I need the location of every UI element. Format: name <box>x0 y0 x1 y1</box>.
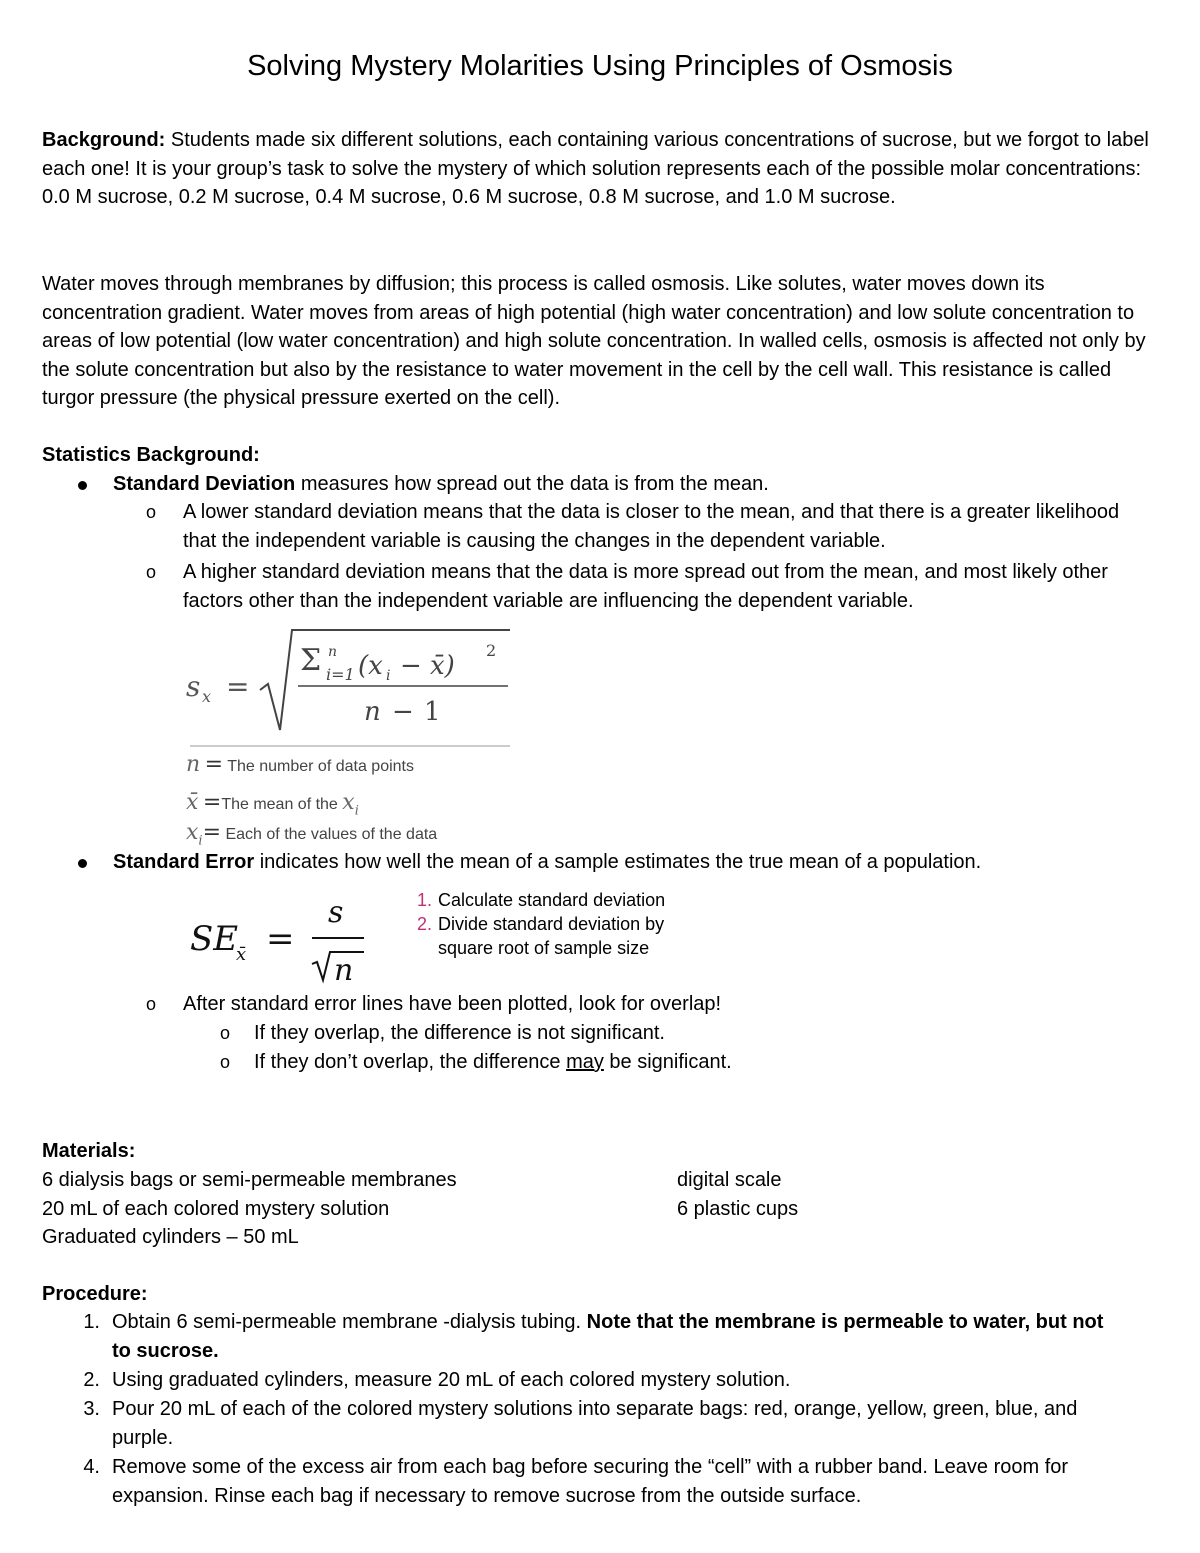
se-term: Standard Error <box>113 851 255 873</box>
procedure-step: 3. Pour 20 mL of each of the colored mystery solutions into separate bags: red, orange, yellow, green, blue, and purple. <box>83 1398 1078 1449</box>
svg-text:Σ: Σ <box>300 643 322 678</box>
legend-n-text: The number of data points <box>227 758 414 775</box>
sd-sub-bullet-lower <box>146 498 1126 558</box>
underlined-may: may <box>566 1051 604 1073</box>
sd-sub-bullet-higher <box>146 558 1146 618</box>
circle-bullet-icon: o <box>146 994 157 1014</box>
svg-text:=: = <box>266 919 295 959</box>
legend-n: n = The number of data points <box>186 752 414 777</box>
se-steps <box>400 888 665 960</box>
se-subsub1-text: If they overlap, the difference is not significant. <box>254 1022 665 1044</box>
svg-text:−: − <box>392 697 414 727</box>
se-step-2: 2. Divide standard deviation by <box>416 914 665 934</box>
bullet-dot-icon <box>78 848 87 877</box>
svg-text:(x: (x <box>358 651 383 681</box>
material-item: digital scale <box>677 1169 782 1191</box>
svg-text:i: i <box>386 668 391 684</box>
n-symbol-icon: n <box>186 752 201 777</box>
svg-text:i=1: i=1 <box>326 665 355 684</box>
bullet-dot-icon <box>78 470 87 499</box>
legend-xbar: x̄ =The mean of the $x_i$ <box>186 790 359 819</box>
legend-xi: $x_i=$ Each of the values of the data <box>186 820 438 849</box>
material-item: 6 dialysis bags or semi-permeable membranes <box>42 1169 457 1191</box>
svg-text:=: = <box>226 670 250 703</box>
materials-left-list <box>42 1166 642 1252</box>
background-text: Students made six different solutions, each containing various concentrations of sucrose, but we forgot to label each one! It is your group’s task to solve the mystery of which solution represents each of the possible molar concentrations: 0.0 M sucrose, 0.2 M sucrose, 0.4 M sucrose, 0.6 M sucrose, 0.8 M sucrose, and 1.0 M sucrose. <box>42 129 1149 209</box>
legend-xbar-text: The mean of the <box>221 796 338 813</box>
svg-text:s: s <box>328 895 344 930</box>
legend-xi-text: Each of the values of the data <box>225 826 438 843</box>
materials-right-list <box>677 1166 1077 1223</box>
svg-text:−: − <box>400 651 422 681</box>
sd-sub1-text: A lower standard deviation means that the data is closer to the mean, and that there is a greater likelihood that the independent variable is causing the changes in the dependent variable. <box>183 501 1120 552</box>
xbar-symbol-icon: x̄ <box>186 790 199 815</box>
svg-text:n: n <box>334 953 354 988</box>
sd-term: Standard Deviation <box>113 473 296 495</box>
svg-text:x: x <box>202 687 212 706</box>
svg-text:s: s <box>186 670 201 703</box>
circle-bullet-icon: o <box>146 562 157 582</box>
material-item: 20 mL of each colored mystery solution <box>42 1197 390 1220</box>
svg-text:1: 1 <box>424 697 441 727</box>
bullet-standard-error <box>78 848 1158 878</box>
material-item: 6 plastic cups <box>677 1197 799 1220</box>
procedure-step: 4. Remove some of the excess air from each bag before securing the “cell” with a rubber band. Leave room for expansion. Rinse each bag if necessary to remove sucrose from the outside surface. <box>83 1456 1069 1507</box>
statistics-heading: Statistics Background: <box>42 444 260 466</box>
procedure-heading: Procedure: <box>42 1283 148 1305</box>
bullet-standard-deviation <box>78 470 1158 500</box>
se-sub1-text: After standard error lines have been plotted, look for overlap! <box>183 993 722 1015</box>
standard-deviation-formula <box>180 622 520 750</box>
svg-text:n: n <box>364 697 381 727</box>
osmosis-paragraph: Water moves through membranes by diffusion; this process is called osmosis. Like solutes, water moves down its concentration gradient. Water moves from areas of high potential (high water concentration) and low solute concentration to areas of low potential (low water concentration) and high solute concentration. In walled cells, osmosis is affected not only by the solute concentration but also by the resistance to water movement in the cell by the cell wall. This resistance is called turgor pressure (the physical pressure exerted on the cell). <box>42 273 1146 410</box>
background-label: Background: <box>42 129 166 151</box>
svg-text:2: 2 <box>486 641 497 660</box>
circle-bullet-icon: o <box>146 502 157 522</box>
se-step-1: 1. Calculate standard deviation <box>416 890 666 910</box>
circle-bullet-icon: o <box>220 1023 231 1043</box>
background-paragraph <box>42 126 1162 212</box>
svg-text:x̄: x̄ <box>236 944 247 965</box>
materials-heading: Materials: <box>42 1140 136 1162</box>
se-desc: indicates how well the mean of a sample estimates the true mean of a population. <box>254 851 982 873</box>
svg-text:SE: SE <box>190 919 239 959</box>
se-subsub2-text: If they don’t overlap, the difference may be significant. <box>254 1051 732 1073</box>
procedure-step: 1. Obtain 6 semi-permeable membrane -dialysis tubing. Note that the membrane is permeable to water, but not to sucrose. <box>83 1311 1104 1362</box>
se-step-2-cont: square root of sample size <box>438 938 650 958</box>
svg-text:x̄): x̄) <box>430 651 455 681</box>
sd-sub2-text: A higher standard deviation means that the data is more spread out from the mean, and most likely other factors other than the independent variable are influencing the dependent variable. <box>183 561 1108 612</box>
material-item: Graduated cylinders – 50 mL <box>42 1226 299 1249</box>
se-subsub-bullet-1 <box>220 1019 1020 1049</box>
xi-symbol-icon: $x_i$ <box>342 790 359 819</box>
se-sub-bullet-overlap <box>146 990 1046 1020</box>
se-subsub-bullet-2 <box>220 1048 1020 1078</box>
procedure-step: 2. Using graduated cylinders, measure 20 mL of each colored mystery solution. <box>83 1369 791 1391</box>
sd-desc: measures how spread out the data is from the mean. <box>295 473 769 495</box>
standard-error-formula <box>188 890 388 990</box>
page-title: Solving Mystery Molarities Using Principles of Osmosis <box>247 50 953 82</box>
xi-symbol-icon: $x_i$ <box>186 820 203 849</box>
svg-text:n: n <box>328 644 338 660</box>
circle-bullet-icon: o <box>220 1052 231 1072</box>
